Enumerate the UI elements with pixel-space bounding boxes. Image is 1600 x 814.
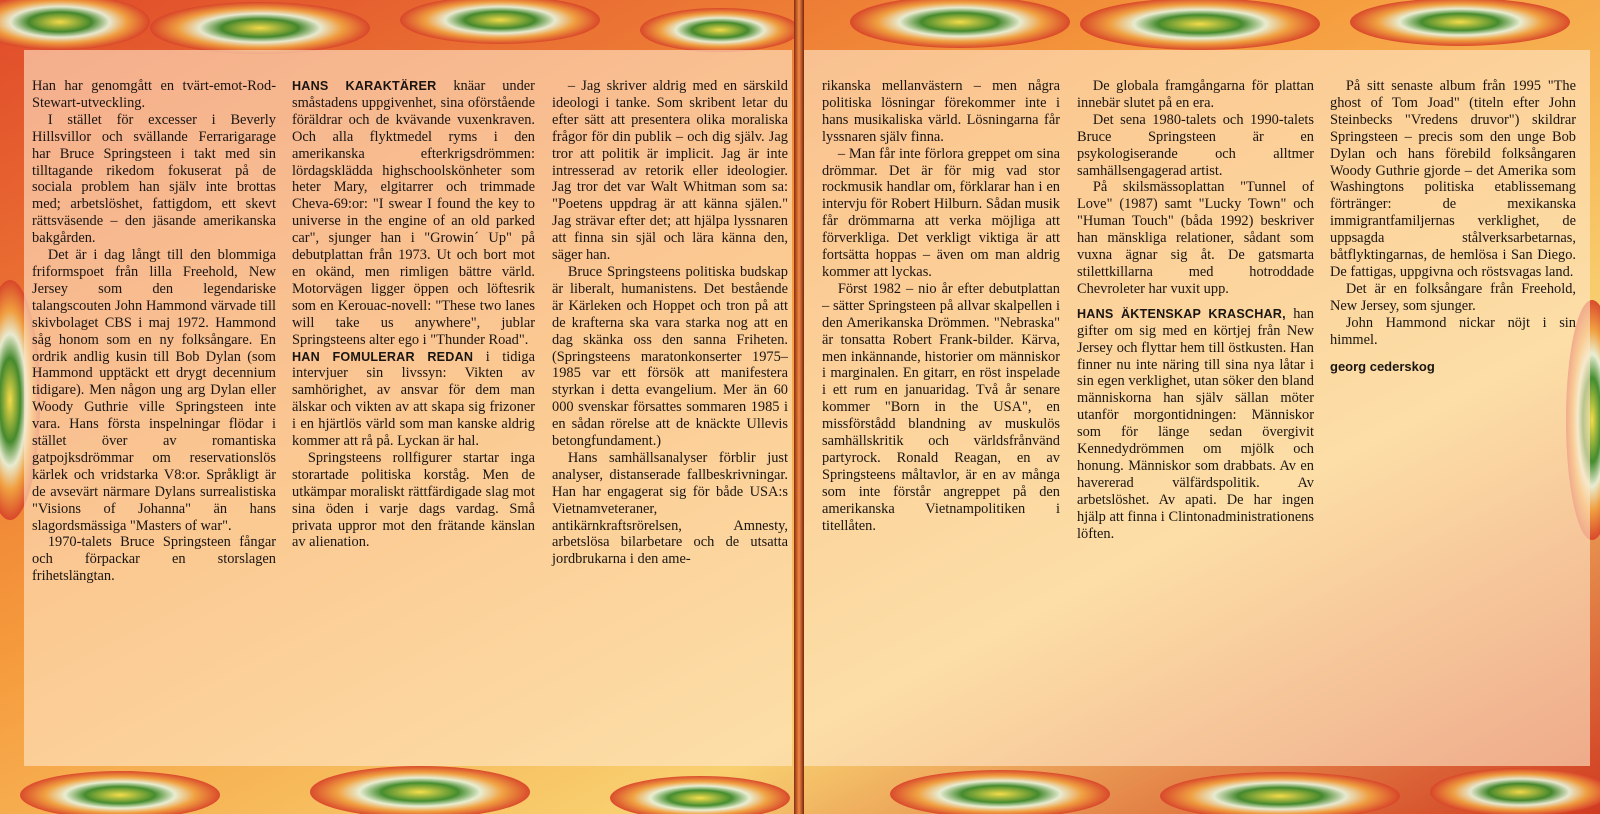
author-signature: georg cederskog <box>1330 358 1435 374</box>
paragraph: Springsteens rollfigurer startar inga storartade politiska korståg. Men de utkämpar moraliskt rättfärdigade slag mot sina öden i varje dags vardag. Små privata uppror mot den frätande känslan av alienation. <box>292 449 535 551</box>
paragraph: På sitt senaste album från 1995 "The ghost of Tom Joad" (titeln efter John Steinbecks "Vredens druvor") skildrar Springsteen – precis som den unge Bob Dylan och hans förebild folksångaren Woody Guthrie gjorde – det Amerika som Washingtons politiska etablissemang förtränger: de mexikanska immigrantfamiljernas verklighet, de uppsagda stålverksarbetarnas, båtflyktingarnas, de hemlösa i San Diego. De fattigas, uppgivna och röstsvagas land. <box>1330 78 1576 280</box>
paragraph: Bruce Springsteens politiska budskap är liberalt, humanistens. Det bestående är Kärleken och Hoppet och tron på att de krafterna ska vara starka nog att en dag skänka oss den sanna Friheten. (Springsteens maratonkonserter 1975–1985 var ett försök att manifestera styrkan i detta evangelium. Mer än 60 000 svenskar försattes sommaren 1985 i en sådan rörelse att de knäckte Ullevis betongfundament.) <box>552 263 788 450</box>
paragraph: Det är en folksångare från Freehold, New Jersey, som sjunger. <box>1330 280 1576 314</box>
paragraph: Det sena 1980-talets och 1990-talets Bruce Springsteen är en psykologiserande och alltmer samhällsengagerad artist. <box>1077 111 1314 179</box>
booklet-spine <box>794 0 804 814</box>
article-column-6 <box>1330 78 1576 375</box>
section-lead-in: HANS KARAKTÄRER <box>292 79 437 93</box>
paragraph: De globala framgångarna för plattan innebär slutet på en era. <box>1077 78 1314 111</box>
paragraph: På skilsmässoplattan "Tunnel of Love" (1987) samt "Lucky Town" och "Human Touch" (båda 1992) beskriver han mänskliga relationer, sådant som vuxna ägnar sig åt. De gatsmarta stilettkillarna med hotroddade Chevroleter har vuxit upp. <box>1077 179 1314 297</box>
section-lead-in: HAN FOMULERAR REDAN <box>292 349 474 364</box>
paragraph: I stället för excesser i Beverly Hillsvillor och svällande Ferrarigarage har Bruce Springsteen i takt med sin tilltagande rikedom fokuserat på de sociala problem han själv inte brottas med; arbetslöshet, fattigdom, ett skevt rättsväsende – den jäsande amerikanska bakgården. <box>32 111 276 247</box>
article-column-2 <box>292 78 535 551</box>
article-column-4 <box>822 78 1060 534</box>
paragraph: 1970-talets Bruce Springsteen fångar och förpackar en storslagen frihetslängtan. <box>32 534 276 585</box>
section-lead-in: HANS ÄKTENSKAP KRASCHAR, <box>1077 306 1286 321</box>
paragraph: Han har genomgått en tvärt-emot-Rod-Stewart-utveckling. <box>32 78 276 111</box>
article-column-5 <box>1077 78 1314 542</box>
article-column-1 <box>32 78 276 585</box>
paragraph: rikanska mellanvästern – men några politiska lösningar förekommer inte i hans musikaliska värld. Lösningarna får lyssnaren själv finna. <box>822 78 1060 145</box>
paragraph: John Hammond nickar nöjt i sin himmel. <box>1330 314 1576 348</box>
paragraph: – Jag skriver aldrig med en särskild ideologi i tanke. Som skribent letar du efter sätt att presentera olika moraliska frågor för din publik – och dig själv. Jag tror att politik är implicit. Jag är inte intresserad av retorik eller ideologier. Jag tror det var Walt Whitman som sa: "Poetens uppdrag är att känna själen." Jag strävar efter det; att hjälpa lyssnaren att finna sin själ och lära känna den, säger han. <box>552 78 788 264</box>
paragraph: HANS ÄKTENSKAP KRASCHAR, han gifter om sig med en körtjej från New Jersey och flyttar hem till östkusten. Han finner nu inte näring till sina nya låtar i sin egen verklighet, utan söker den bland människorna han själv sällan möter utanför morgontidningen: Människor som för länge sedan övergivit Kennedydrömmen om mjölk och honung. Människor som drabbats. Av en havererad välfärdspolitik. Av arbetslöshet. Av apati. De har ingen hjälp att finna i Clintonadministrationens löften. <box>1077 305 1314 542</box>
article-column-3 <box>552 78 788 568</box>
paragraph: HANS KARAKTÄRER knäar under småstadens uppgivenhet, sina oförstående föräldrar och de kvävande vuxenkraven. Och alla flyktmedel ryms i den amerikanska efterkrigsdrömmen: lördagsklädda highschoolskönheter som heter Mary, elgitarrer och trimmade Cheva-69:or: "I swear I found the key to universe in the engine of an old parked car", sjunger han i "Growin´ Up" på debutplattan från 1973. Ut och bort mot en okänd, men rimligen bättre värld. Motorvägen ligger öppen och löftesrik som en Kerouac-novell: "These two lanes will take us anywhere", jublar Springsteens alter ego i "Thunder Road". <box>292 78 535 348</box>
paragraph: Det är i dag långt till den blommiga friformspoet från lilla Freehold, New Jersey som den legendariske talangscouten John Hammond värvade till skivbolaget CBS i maj 1972. Hammond såg honom som en ny folksångare. En ordrik andlig kusin till Bob Dylan (som Hammond upptäckt ett drygt decennium tidigare). Men någon ung arg Dylan eller Woody Guthrie ville Springsteen inte vara. Hans första inspelningar flödar i stället över av romantiska gatpojksdrömmar om reservationslös kärlek och vridstarka V8:or. Språkligt är de avsevärt närmare Dylans surrealistiska "Visions of Johanna" än hans slagordsmässiga "Masters of war". <box>32 247 276 534</box>
paragraph: Hans samhällsanalyser förblir just analyser, distanserade fallbeskrivningar. Han har engagerat sig för både USA:s Vietnamveteraner, antikärnkraftsrörelsen, Amnesty, arbetslösa bilarbetare och de utsatta jordbrukarna i den ame- <box>552 449 788 568</box>
paragraph: – Man får inte förlora greppet om sina drömmar. Det är för mig vad stor rockmusik handlar om, förklarar han i en intervju för Robert Hilburn. Sådan musik får drömmarna att verka möjliga att förverkliga. Det verkligt viktiga är att fortsätta hoppas – även om man aldrig kommer att lyckas. <box>822 145 1060 280</box>
paragraph: HAN FOMULERAR REDAN i tidiga intervjuer sin livssyn: Vikten av samhörighet, av ansvar för dem man älskar och vikten av att skapa sig frizoner i en hjärtlös värld som man kanske aldrig kommer att rå på. Lyckan är hal. <box>292 348 535 450</box>
paragraph: Först 1982 – nio år efter debutplattan – sätter Springsteen på allvar skalpellen i den Amerikanska Drömmen. "Nebraska" är tonsatta Robert Frank-bilder. Kärva, men inkännande, historier om människor i marginalen. En gitarr, en röst inspelade i ett rum en januaridag. Två år senare kommer "Born in the USA", en missförstådd blandning av muskulös samhällskritik och världsfrånvänd partyrock. Ronald Reagan, en av Springsteens måltavlor, är en av många som inte förstår angreppet på den amerikanska Vietnampolitiken i titellåten. <box>822 280 1060 534</box>
